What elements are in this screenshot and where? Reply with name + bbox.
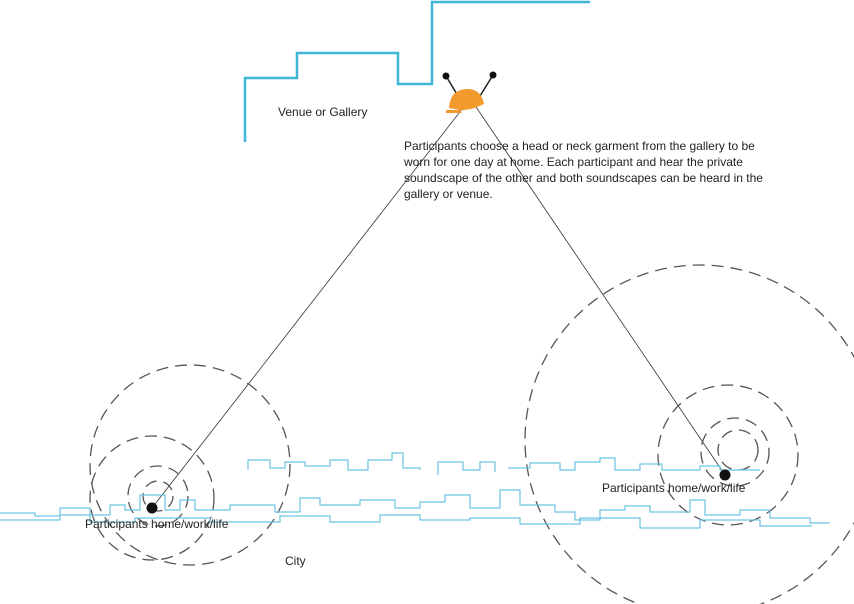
- antenna-tip-icon: [443, 73, 450, 80]
- ring-right-outer: [525, 265, 854, 604]
- skyline-back: [248, 453, 760, 475]
- ring-left-middle: [90, 436, 214, 560]
- ring-right-core: [718, 430, 758, 470]
- participant-dot-icon: [720, 470, 731, 481]
- participant-dot-icon: [147, 503, 158, 514]
- ring-right-middle: [658, 385, 798, 525]
- soundscape-rings-right: [525, 265, 854, 604]
- garment-cap-icon: [443, 72, 497, 114]
- ring-left-outer: [90, 365, 290, 565]
- venue-outline: [245, 2, 590, 142]
- antenna-tip-icon: [490, 72, 497, 79]
- venue-label: Venue or Gallery: [278, 105, 368, 119]
- participant-home-label-left: Participants home/work/life: [85, 517, 229, 531]
- soundscape-rings-left: [90, 365, 290, 565]
- antenna-icon: [480, 75, 493, 96]
- participant-home-label-right: Participants home/work/life: [602, 481, 746, 495]
- description-text: Participants choose a head or neck garment from the gallery to be worn for one day at home. Each participant and hear the private soundscape of the other and both soundscapes can be heard in the gallery or venue.: [404, 139, 763, 201]
- ring-right-inner: [701, 418, 769, 486]
- city-label: City: [285, 554, 306, 568]
